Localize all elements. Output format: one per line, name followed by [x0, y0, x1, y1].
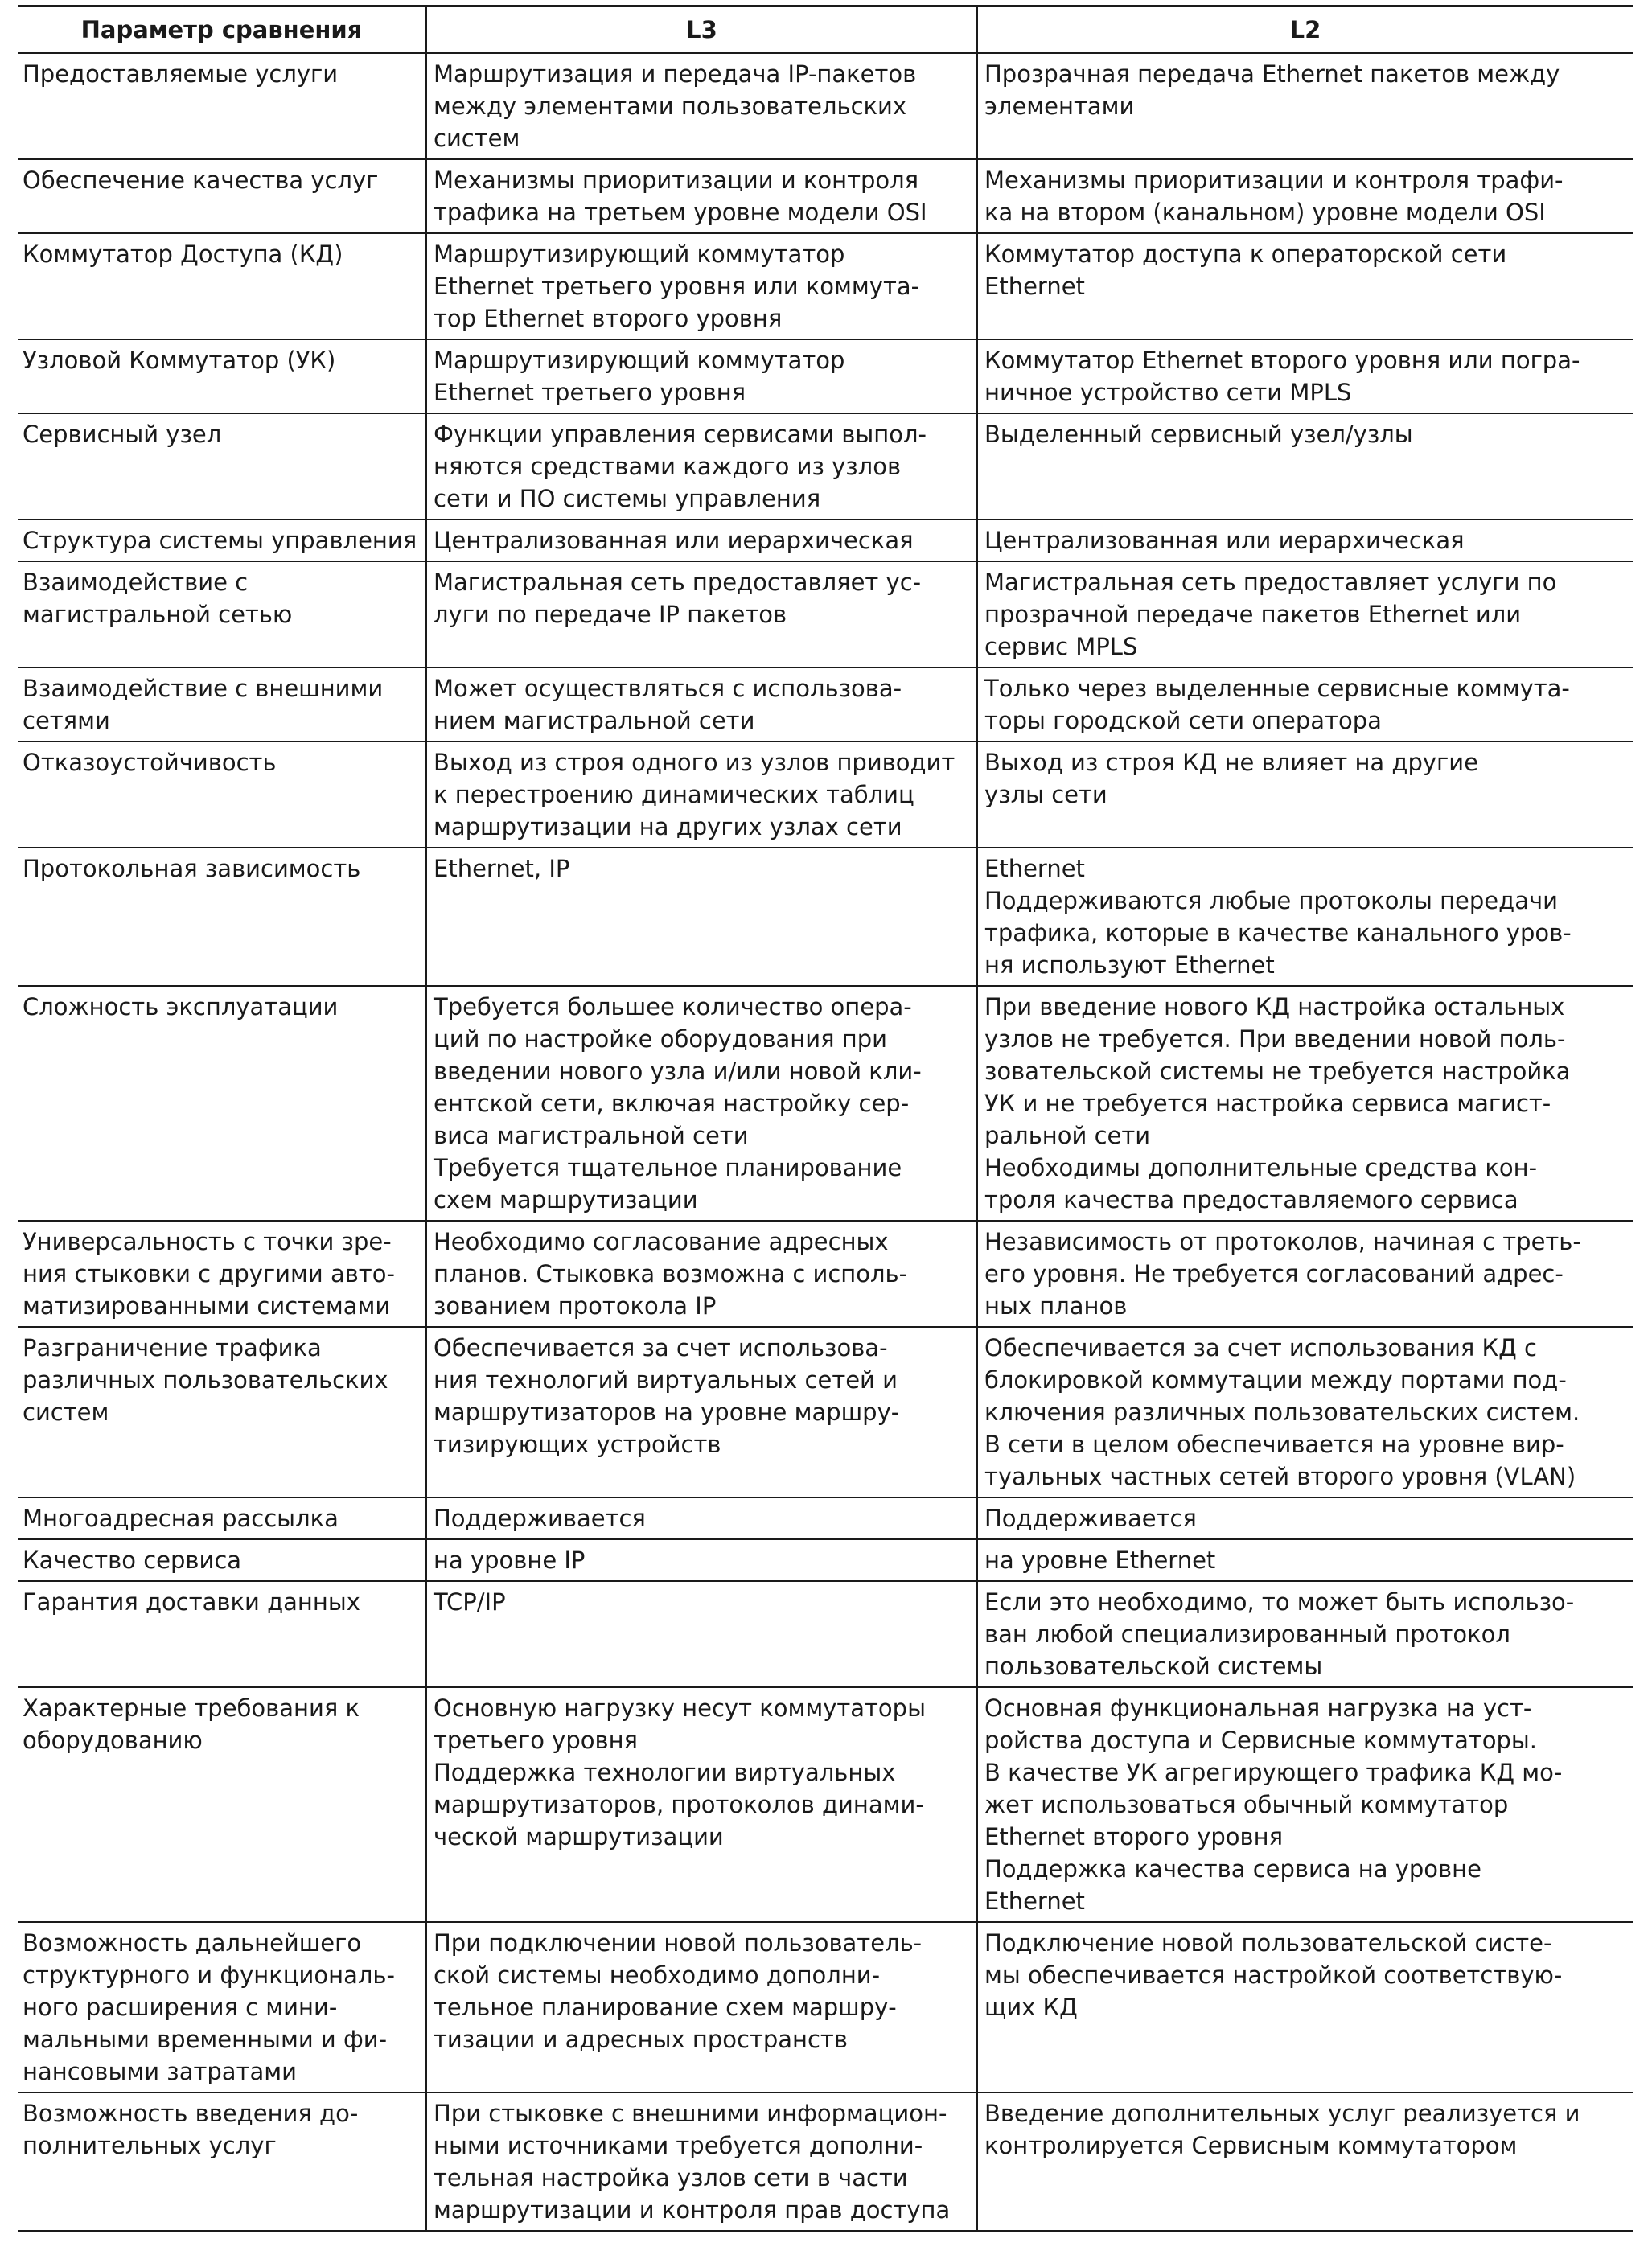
table-row — [18, 1221, 1633, 1327]
l3-cell: Механизмы приоритизации и контроля трафика на третьем уровне модели OSI — [426, 159, 977, 233]
l2-cell: на уровне Ethernet — [977, 1539, 1633, 1581]
l3-cell: Основную нагрузку несут коммутаторы третьего уровня Поддержка технологии виртуальных маршрутизаторов, протоколов динами- ческой маршрутизации — [426, 1687, 977, 1922]
l3-cell: Обеспечивается за счет использова- ния технологий виртуальных сетей и маршрутизаторов на уровне маршру- тизирующих устройств — [426, 1327, 977, 1497]
l3-cell: Функции управления сервисами выпол- няются средствами каждого из узлов сети и ПО системы управления — [426, 413, 977, 520]
param-cell: Универсальность с точки зре- ния стыковки с другими авто- матизированными системами — [18, 1221, 426, 1327]
l2-cell: Введение дополнительных услуг реализуется и контролируется Сервисным коммутатором — [977, 2093, 1633, 2232]
l3-cell: на уровне IP — [426, 1539, 977, 1581]
l3-cell: Требуется большее количество опера- ций по настройке оборудования при введении нового узла и/или новой кли- ентской сети, включая настройку сер- виса магистральной сети Требуется тщательное планирование схем маршрутизации — [426, 986, 977, 1221]
table-header — [18, 6, 1633, 54]
param-cell: Гарантия доставки данных — [18, 1581, 426, 1687]
l2-cell: Коммутатор Ethernet второго уровня или погра- ничное устройство сети MPLS — [977, 339, 1633, 413]
table-row — [18, 413, 1633, 520]
param-cell: Структура системы управления — [18, 520, 426, 561]
header-row — [18, 6, 1633, 54]
table-row — [18, 53, 1633, 159]
param-cell: Качество сервиса — [18, 1539, 426, 1581]
l3-cell: Необходимо согласование адресных планов. Стыковка возможна с исполь- зованием протокола IP — [426, 1221, 977, 1327]
table-row — [18, 561, 1633, 667]
table-row — [18, 1581, 1633, 1687]
table-row — [18, 1539, 1633, 1581]
l2-cell: При введение нового КД настройка остальных узлов не требуется. При введении новой поль- зовательской системы не требуется настройка УК и не требуется настройка сервиса магист- ральной сети Необходимы дополнительные средства кон- троля качества предоставляемого сервиса — [977, 986, 1633, 1221]
param-cell: Характерные требования к оборудованию — [18, 1687, 426, 1922]
l3-cell: Маршрутизирующий коммутатор Ethernet третьего уровня — [426, 339, 977, 413]
l2-cell: Коммутатор доступа к операторской сети Ethernet — [977, 233, 1633, 339]
param-cell: Отказоустойчивость — [18, 741, 426, 848]
table-row — [18, 233, 1633, 339]
table-row — [18, 520, 1633, 561]
param-cell: Обеспечение качества услуг — [18, 159, 426, 233]
l3-cell: Магистральная сеть предоставляет ус- луги по передаче IP пакетов — [426, 561, 977, 667]
table-row — [18, 667, 1633, 741]
l2-cell: Прозрачная передача Ethernet пакетов между элементами — [977, 53, 1633, 159]
table-row — [18, 339, 1633, 413]
table-row — [18, 1687, 1633, 1922]
l2-cell: Механизмы приоритизации и контроля трафи- ка на втором (канальном) уровне модели OSI — [977, 159, 1633, 233]
param-cell: Сервисный узел — [18, 413, 426, 520]
param-cell: Возможность дальнейшего структурного и функциональ- ного расширения с мини- мальными временными и фи- нансовыми затратами — [18, 1922, 426, 2093]
param-cell: Многоадресная рассылка — [18, 1497, 426, 1539]
l2-cell: Основная функциональная нагрузка на уст- ройства доступа и Сервисные коммутаторы. В качестве УК агрегирующего трафика КД мо- жет использоваться обычный коммутатор Ethernet второго уровня Поддержка качества сервиса на уровне Ethernet — [977, 1687, 1633, 1922]
l3-cell: Маршрутизирующий коммутатор Ethernet третьего уровня или коммута- тор Ethernet второго уровня — [426, 233, 977, 339]
l2-cell: Поддерживается — [977, 1497, 1633, 1539]
param-cell: Коммутатор Доступа (КД) — [18, 233, 426, 339]
l2-cell: Обеспечивается за счет использования КД с блокировкой коммутации между портами под- ключения различных пользовательских систем. В сети в целом обеспечивается на уровне вир- туальных частных сетей второго уровня (VLAN) — [977, 1327, 1633, 1497]
param-cell: Узловой Коммутатор (УК) — [18, 339, 426, 413]
l2-cell: Если это необходимо, то может быть использо- ван любой специализированный протокол пользовательской системы — [977, 1581, 1633, 1687]
l3-cell: Поддерживается — [426, 1497, 977, 1539]
l3-cell: Ethernet, IP — [426, 848, 977, 986]
l3-cell: Может осуществляться с использова- нием магистральной сети — [426, 667, 977, 741]
param-cell: Возможность введения до- полнительных услуг — [18, 2093, 426, 2232]
table-row — [18, 741, 1633, 848]
l3-cell: Маршрутизация и передача IP-пакетов между элементами пользовательских систем — [426, 53, 977, 159]
param-cell: Сложность эксплуатации — [18, 986, 426, 1221]
l3-cell: TCP/IP — [426, 1581, 977, 1687]
l2-cell: Магистральная сеть предоставляет услуги по прозрачной передаче пакетов Ethernet или сервис MPLS — [977, 561, 1633, 667]
l3-cell: Выход из строя одного из узлов приводит к перестроению динамических таблиц маршрутизации на других узлах сети — [426, 741, 977, 848]
l3-cell: При подключении новой пользователь- ской системы необходимо дополни- тельное планирование схем маршру- тизации и адресных пространств — [426, 1922, 977, 2093]
table-row — [18, 159, 1633, 233]
l2-cell: Централизованная или иерархическая — [977, 520, 1633, 561]
l3-cell: При стыковке с внешними информацион- ными источниками требуется дополни- тельная настройка узлов сети в части маршрутизации и контроля прав доступа — [426, 2093, 977, 2232]
l2-cell: Выход из строя КД не влияет на другие узлы сети — [977, 741, 1633, 848]
param-cell: Протокольная зависимость — [18, 848, 426, 986]
table-row — [18, 1327, 1633, 1497]
table-row — [18, 2093, 1633, 2232]
table-row — [18, 986, 1633, 1221]
l2-cell: Ethernet Поддерживаются любые протоколы передачи трафика, которые в качестве канального уров- ня используют Ethernet — [977, 848, 1633, 986]
param-cell: Взаимодействие с магистральной сетью — [18, 561, 426, 667]
header-l3: L3 — [426, 6, 977, 54]
header-l2: L2 — [977, 6, 1633, 54]
l2-cell: Подключение новой пользовательской систе- мы обеспечивается настройкой соответствую- щих КД — [977, 1922, 1633, 2093]
table-row — [18, 848, 1633, 986]
table-body — [18, 53, 1633, 2232]
l2-cell: Только через выделенные сервисные коммута- торы городской сети оператора — [977, 667, 1633, 741]
header-parameter: Параметр сравнения — [18, 6, 426, 54]
param-cell: Предоставляемые услуги — [18, 53, 426, 159]
table-row — [18, 1922, 1633, 2093]
l3-cell: Централизованная или иерархическая — [426, 520, 977, 561]
l2-cell: Выделенный сервисный узел/узлы — [977, 413, 1633, 520]
l2-cell: Независимость от протоколов, начиная с треть- его уровня. Не требуется согласований адрес- ных планов — [977, 1221, 1633, 1327]
param-cell: Взаимодействие с внешними сетями — [18, 667, 426, 741]
param-cell: Разграничение трафика различных пользовательских систем — [18, 1327, 426, 1497]
table-row — [18, 1497, 1633, 1539]
comparison-table — [18, 5, 1633, 2232]
